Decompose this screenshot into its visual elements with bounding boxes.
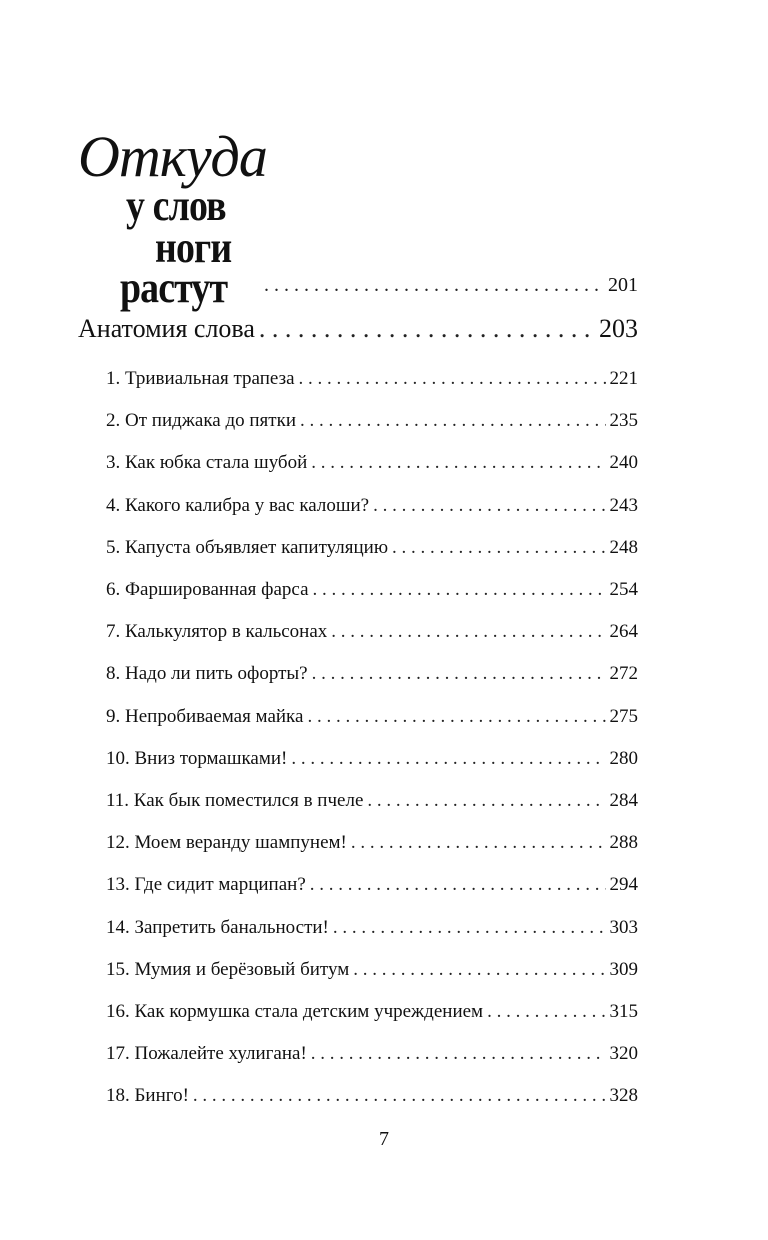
chapter-label: 7. Калькулятор в кальсонах <box>106 621 328 642</box>
page-number: 221 <box>609 368 638 389</box>
chapter-label: 13. Где сидит марципан? <box>106 874 306 895</box>
leader-dots <box>264 274 604 297</box>
toc-entry-chapter[interactable] <box>106 368 638 390</box>
title-line-2: у слов <box>126 181 226 230</box>
chapter-label: 12. Моем веранду шампунем! <box>106 832 347 853</box>
leader-dots <box>311 452 605 474</box>
leader-dots <box>331 621 605 643</box>
leader-dots <box>259 314 595 344</box>
toc-entry-chapter[interactable] <box>106 832 638 854</box>
page-number: 240 <box>609 452 638 473</box>
toc-entry-chapter[interactable] <box>106 748 638 770</box>
toc-entry-chapter[interactable] <box>106 959 638 981</box>
toc-entry-section[interactable] <box>78 314 638 344</box>
toc-entry-chapter[interactable] <box>106 537 638 559</box>
chapter-label: 2. От пиджака до пятки <box>106 410 296 431</box>
leader-dots <box>312 663 606 685</box>
page-number: 272 <box>609 663 638 684</box>
chapter-label: 5. Капуста объявляет капитуляцию <box>106 537 389 558</box>
chapter-label: 3. Как юбка стала шубой <box>106 452 308 473</box>
chapter-label: 16. Как кормушка стала детским учреждением <box>106 1001 484 1022</box>
page-number: 328 <box>609 1085 638 1106</box>
toc-entry-chapter[interactable] <box>106 1043 638 1065</box>
page-number: 303 <box>609 917 638 938</box>
leader-dots <box>299 368 606 390</box>
toc-entry-chapter[interactable] <box>106 1085 638 1107</box>
leader-dots <box>313 579 606 601</box>
leader-dots <box>291 748 605 770</box>
page-number: 275 <box>609 706 638 727</box>
title-line-3: ноги <box>155 223 232 272</box>
chapter-label: 14. Запретить банальности! <box>106 917 329 938</box>
page-number: 248 <box>609 537 638 558</box>
title-line-1: Откуда <box>78 124 267 189</box>
page-number: 254 <box>609 579 638 600</box>
page-number: 309 <box>609 959 638 980</box>
toc-entry-title[interactable] <box>260 274 638 297</box>
chapter-label: 9. Непробиваемая майка <box>106 706 304 727</box>
leader-dots <box>353 959 605 981</box>
toc-entry-chapter[interactable] <box>106 663 638 685</box>
toc-entry-chapter[interactable] <box>106 874 638 896</box>
page-number: 201 <box>608 274 638 296</box>
toc-entry-chapter[interactable] <box>106 410 638 432</box>
toc-entry-chapter[interactable] <box>106 495 638 517</box>
page-number: 264 <box>609 621 638 642</box>
chapter-label: 17. Пожалейте хулигана! <box>106 1043 307 1064</box>
toc-entry-chapter[interactable] <box>106 790 638 812</box>
page-number: 280 <box>609 748 638 769</box>
chapter-label: 4. Какого калибра у вас калоши? <box>106 495 370 516</box>
page-number: 284 <box>609 790 638 811</box>
leader-dots <box>310 874 606 896</box>
leader-dots <box>300 410 606 432</box>
leader-dots <box>193 1085 606 1107</box>
page-number: 288 <box>609 832 638 853</box>
section-label: Анатомия слова <box>78 314 255 343</box>
page-number: 243 <box>609 495 638 516</box>
chapter-label: 6. Фаршированная фарса <box>106 579 309 600</box>
leader-dots <box>351 832 606 854</box>
page-number: 294 <box>609 874 638 895</box>
toc-entry-chapter[interactable] <box>106 452 638 474</box>
leader-dots <box>367 790 605 812</box>
leader-dots <box>487 1001 605 1023</box>
page-number: 315 <box>609 1001 638 1022</box>
title-line-4: растут <box>120 263 228 312</box>
leader-dots <box>311 1043 606 1065</box>
leader-dots <box>373 495 605 517</box>
chapter-label: 15. Мумия и берёзовый битум <box>106 959 350 980</box>
chapter-label: 1. Тривиальная трапеза <box>106 368 295 389</box>
page-number: 320 <box>609 1043 638 1064</box>
chapter-label: 8. Надо ли пить офорты? <box>106 663 308 684</box>
toc-entry-chapter[interactable] <box>106 621 638 643</box>
page-number: 235 <box>609 410 638 431</box>
page-folio: 7 <box>379 1128 389 1150</box>
toc-entry-chapter[interactable] <box>106 579 638 601</box>
page-number: 203 <box>599 314 638 343</box>
toc-entry-chapter[interactable] <box>106 917 638 939</box>
chapter-label: 10. Вниз тормашками! <box>106 748 288 769</box>
toc-entry-chapter[interactable] <box>106 1001 638 1023</box>
leader-dots <box>392 537 605 559</box>
toc-title <box>0 0 768 320</box>
toc-entry-chapter[interactable] <box>106 706 638 728</box>
chapter-label: 11. Как бык поместился в пчеле <box>106 790 364 811</box>
leader-dots <box>307 706 605 728</box>
leader-dots <box>333 917 606 939</box>
chapter-label: 18. Бинго! <box>106 1085 189 1106</box>
